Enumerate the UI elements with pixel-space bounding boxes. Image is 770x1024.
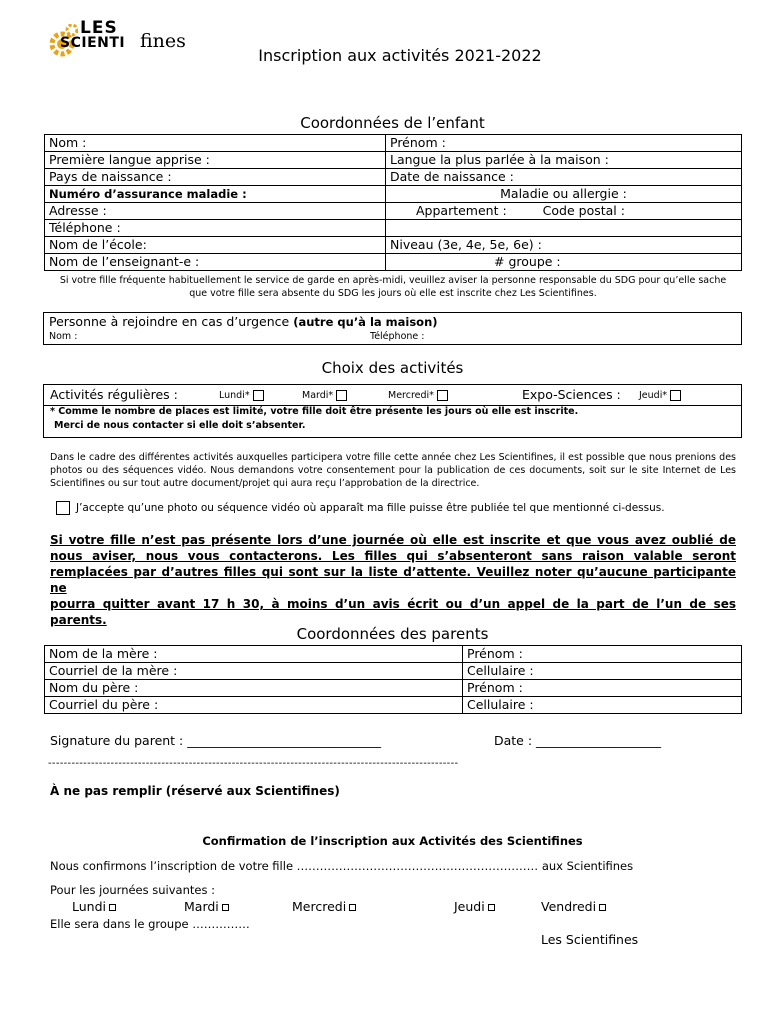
confirm-day-label: Jeudi (454, 899, 485, 914)
father-firstname-field[interactable]: Prénom : (463, 680, 742, 697)
activities-note-box (43, 405, 742, 438)
birth-date-field[interactable]: Date de naissance : (386, 169, 742, 186)
days-label: Pour les journées suivantes : (50, 883, 216, 897)
child-name-field[interactable]: Nom : (45, 135, 386, 152)
confirmation-title: Confirmation de l’inscription aux Activités des Scientifines (202, 834, 583, 848)
warning-line: nous aviser, nous vous contacterons. Les filles qui s’absenteront sans raison valable seront (50, 549, 736, 563)
confirm-day-checkbox[interactable] (109, 904, 116, 911)
monday-label: Lundi* (219, 390, 250, 401)
apartment-postal-field[interactable] (386, 203, 742, 220)
expo-sciences-label: Expo-Sciences : (522, 387, 621, 402)
postal-code-label: Code postal : (542, 203, 625, 218)
birth-country-field[interactable]: Pays de naissance : (45, 169, 386, 186)
health-insurance-field[interactable]: Numéro d’assurance maladie : (45, 186, 386, 203)
confirm-day-checkbox[interactable] (222, 904, 229, 911)
emergency-label (49, 314, 438, 329)
logo-scienti: SCIENTI (60, 35, 126, 51)
mother-cell-field[interactable]: Cellulaire : (463, 663, 742, 680)
confirm-day-tuesday[interactable] (184, 899, 229, 914)
logo-les: LES (80, 18, 118, 38)
table-row (45, 152, 742, 169)
mother-name-field[interactable]: Nom de la mère : (45, 646, 463, 663)
first-language-field[interactable]: Première langue apprise : (45, 152, 386, 169)
confirm-day-checkbox[interactable] (599, 904, 606, 911)
table-row (45, 663, 742, 680)
teacher-name-field[interactable]: Nom de l’enseignant-e : (45, 254, 386, 271)
tuesday-label: Mardi* (302, 390, 334, 401)
confirm-day-wednesday[interactable] (292, 899, 356, 914)
mother-email-field[interactable]: Courriel de la mère : (45, 663, 463, 680)
activities-note-line2: Merci de nous contacter si elle doit s’absenter. (54, 420, 306, 431)
thursday-option[interactable] (639, 390, 681, 401)
school-name-field[interactable]: Nom de l’école: (45, 237, 386, 254)
date-field[interactable]: Date : ____________________ (494, 733, 662, 748)
emergency-label-text: Personne à rejoindre en cas d’urgence (49, 314, 290, 329)
home-language-field[interactable]: Langue la plus parlée à la maison : (386, 152, 742, 169)
confirm-day-label: Mardi (184, 899, 219, 914)
activities-note-line1: * Comme le nombre de places est limité, votre fille doit être présente les jours où elle est inscrite. (50, 406, 579, 417)
confirm-day-label: Vendredi (541, 899, 597, 914)
allergy-field[interactable]: Maladie ou allergie : (386, 186, 742, 203)
absence-warning (50, 532, 736, 628)
parents-table (44, 645, 742, 714)
table-row (45, 203, 742, 220)
apartment-label: Appartement : (416, 203, 507, 218)
warning-line: pourra quitter avant 17 h 30, à moins d’un avis écrit ou d’un appel de la part de l’un de ses (50, 597, 736, 611)
consent-checkbox[interactable] (56, 501, 70, 515)
thursday-label: Jeudi* (639, 390, 668, 401)
mother-firstname-field[interactable]: Prénom : (463, 646, 742, 663)
table-row (45, 135, 742, 152)
activities-section-title: Choix des activités (321, 359, 464, 377)
warning-line: Si votre fille n’est pas présente lors d’une journée où elle est inscrite et que vous avez oublié de (50, 533, 736, 547)
table-row (45, 254, 742, 271)
child-firstname-field[interactable]: Prénom : (386, 135, 742, 152)
child-section-title: Coordonnées de l’enfant (300, 114, 485, 132)
logo-fines: fines (140, 30, 186, 52)
parents-section-title: Coordonnées des parents (296, 625, 489, 643)
confirm-day-checkbox[interactable] (488, 904, 495, 911)
monday-checkbox[interactable] (253, 390, 264, 401)
consent-text: Dans le cadre des différentes activités auxquelles participera votre fille cette année chez Les Scientifines, il est possible que nous prenions des photos ou des séquences vidéo. Nous demandons votre consentement pour la publication de ces documents, soit sur le site Internet de Les Scientifines ou sur tout autre document/projet qui aura reçu l’approbation de la directrice. (50, 452, 736, 489)
grade-level-field[interactable]: Niveau (3e, 4e, 5e, 6e) : (386, 237, 742, 254)
confirm-day-label: Mercredi (292, 899, 347, 914)
warning-line: remplacées par d’autres filles qui sont sur la liste d’attente. Veuillez noter qu’aucune participante ne (50, 565, 736, 595)
emergency-box (43, 312, 742, 345)
consent-checkbox-label: J’accepte qu’une photo ou séquence vidéo où apparaît ma fille puisse être publiée tel que mentionné ci-dessus. (76, 502, 665, 514)
activities-box (43, 384, 742, 406)
daycare-note: Si votre fille fréquente habituellement le service de garde en après-midi, veuillez aviser la personne responsable du SDG pour qu’elle sache que votre fille sera absente du SDG les jours où elle est inscrite chez Les Scientifines. (59, 275, 727, 299)
table-row (45, 220, 742, 237)
monday-option[interactable] (219, 390, 264, 401)
father-name-field[interactable]: Nom du père : (45, 680, 463, 697)
child-table (44, 134, 742, 271)
warning-line: parents. (50, 613, 107, 627)
emergency-phone-field[interactable]: Téléphone : (370, 331, 425, 342)
thursday-checkbox[interactable] (670, 390, 681, 401)
confirm-day-checkbox[interactable] (349, 904, 356, 911)
separator-line: --------------------------------------------------------------------------------------------------------- (48, 758, 459, 769)
confirm-day-thursday[interactable] (454, 899, 495, 914)
table-row (45, 680, 742, 697)
confirm-day-friday[interactable] (541, 899, 606, 914)
page-title: Inscription aux activités 2021-2022 (258, 46, 542, 65)
confirm-day-label: Lundi (72, 899, 106, 914)
address-field[interactable]: Adresse : (45, 203, 386, 220)
empty-cell (386, 220, 742, 237)
emergency-label-bold: (autre qu’à la maison) (293, 315, 438, 329)
emergency-name-field[interactable]: Nom : (49, 331, 78, 342)
table-row (45, 237, 742, 254)
table-row (45, 169, 742, 186)
wednesday-option[interactable] (388, 390, 448, 401)
regular-activities-label: Activités régulières : (50, 387, 178, 402)
table-row (45, 186, 742, 203)
confirmation-line: Nous confirmons l’inscription de votre fille ……………………………………………………… aux Scientifines (50, 859, 634, 873)
group-line: Elle sera dans le groupe …………… (50, 917, 250, 931)
tuesday-option[interactable] (302, 390, 347, 401)
tuesday-checkbox[interactable] (336, 390, 347, 401)
father-cell-field[interactable]: Cellulaire : (463, 697, 742, 714)
table-row (45, 646, 742, 663)
table-row (45, 697, 742, 714)
reserved-heading: À ne pas remplir (réservé aux Scientifines) (50, 784, 340, 798)
signoff: Les Scientifines (541, 932, 639, 947)
phone-field[interactable]: Téléphone : (45, 220, 386, 237)
wednesday-checkbox[interactable] (437, 390, 448, 401)
confirm-day-monday[interactable] (72, 899, 116, 914)
wednesday-label: Mercredi* (388, 390, 434, 401)
father-email-field[interactable]: Courriel du père : (45, 697, 463, 714)
group-field[interactable]: # groupe : (386, 254, 742, 271)
signature-field[interactable]: Signature du parent : _______________________________ (50, 733, 381, 748)
